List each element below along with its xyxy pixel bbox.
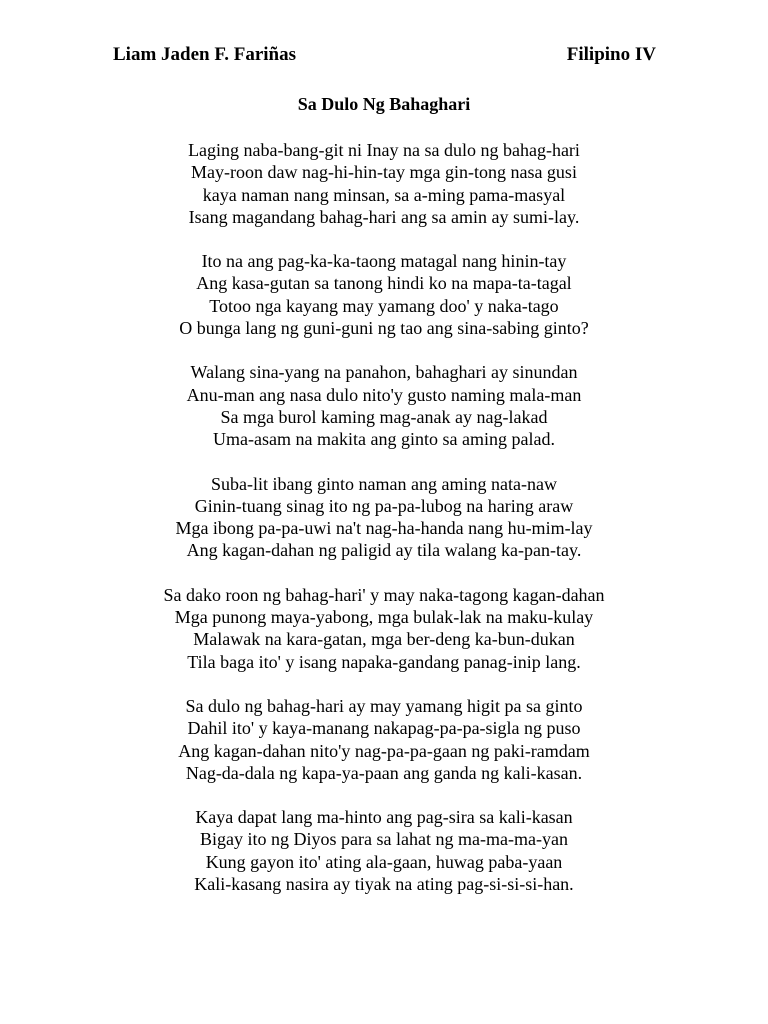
poem-line: Malawak na kara-gatan, mga ber-deng ka-bun-dukan xyxy=(193,629,575,650)
poem-line: Ginin-tuang sinag ito ng pa-pa-lubog na haring araw xyxy=(194,495,574,516)
author-name: Liam Jaden F. Fariñas xyxy=(113,44,296,65)
stanza xyxy=(0,473,768,562)
poem-line: Ito na ang pag-ka-ka-taong matagal nang hinin-tay xyxy=(201,251,567,272)
stanza xyxy=(0,695,768,784)
poem-line: Walang sina-yang na panahon, bahaghari ay sinundan xyxy=(190,362,578,383)
poem-line: Uma-asam na makita ang ginto sa aming palad. xyxy=(213,429,555,450)
poem-line: kaya naman nang minsan, sa a-ming pama-masyal xyxy=(202,184,566,205)
poem-line: Totoo nga kayang may yamang doo' y naka-tago xyxy=(209,295,559,316)
course-name: Filipino IV xyxy=(566,44,656,65)
poem-line: Laging naba-bang-git ni Inay na sa dulo ng bahag-hari xyxy=(188,140,580,160)
poem-title: Sa Dulo Ng Bahaghari xyxy=(297,94,471,114)
poem-body xyxy=(0,139,768,917)
poem-line: Ang kagan-dahan ng paligid ay tila walang ka-pan-tay. xyxy=(186,540,582,561)
poem-line: Sa dako roon ng bahag-hari' y may naka-tagong kagan-dahan xyxy=(163,584,605,605)
poem-line: Sa dulo ng bahag-hari ay may yamang higit pa sa ginto xyxy=(185,695,583,716)
poem-line: Ang kasa-gutan sa tanong hindi ko na mapa-ta-tagal xyxy=(196,273,572,294)
stanza xyxy=(0,139,768,228)
poem-line: Ang kagan-dahan nito'y nag-pa-pa-gaan ng paki-ramdam xyxy=(178,740,590,761)
poem-line: Sa mga burol kaming mag-anak ay nag-lakad xyxy=(220,406,548,427)
poem-line: Mga ibong pa-pa-uwi na't nag-ha-handa nang hu-mim-lay xyxy=(175,518,593,539)
poem-line: Anu-man ang nasa dulo nito'y gusto naming mala-man xyxy=(186,384,582,405)
stanza xyxy=(0,250,768,339)
poem-line: Tila baga ito' y isang napaka-gandang panag-inip lang. xyxy=(187,651,581,672)
document-header xyxy=(113,44,656,72)
poem-line: Isang magandang bahag-hari ang sa amin ay sumi-lay. xyxy=(188,206,580,227)
poem-line: Kali-kasang nasira ay tiyak na ating pag-si-si-si-han. xyxy=(194,874,574,895)
poem-line: Bigay ito ng Diyos para sa lahat ng ma-ma-ma-yan xyxy=(200,829,568,850)
poem-line: Suba-lit ibang ginto naman ang aming nata-naw xyxy=(211,473,557,494)
poem-line: Dahil ito' y kaya-manang nakapag-pa-pa-sigla ng puso xyxy=(187,718,581,739)
stanza xyxy=(0,806,768,895)
poem-line: Nag-da-dala ng kapa-ya-paan ang ganda ng kali-kasan. xyxy=(185,762,583,783)
poem-line: May-roon daw nag-hi-hin-tay mga gin-tong nasa gusi xyxy=(191,162,577,183)
stanza xyxy=(0,361,768,450)
stanza xyxy=(0,584,768,673)
poem-line: Kaya dapat lang ma-hinto ang pag-sira sa kali-kasan xyxy=(195,807,573,828)
poem-line: Mga punong maya-yabong, mga bulak-lak na maku-kulay xyxy=(174,607,594,628)
poem-line: O bunga lang ng guni-guni ng tao ang sina-sabing ginto? xyxy=(179,318,589,339)
poem-line: Kung gayon ito' ating ala-gaan, huwag paba-yaan xyxy=(205,851,563,872)
